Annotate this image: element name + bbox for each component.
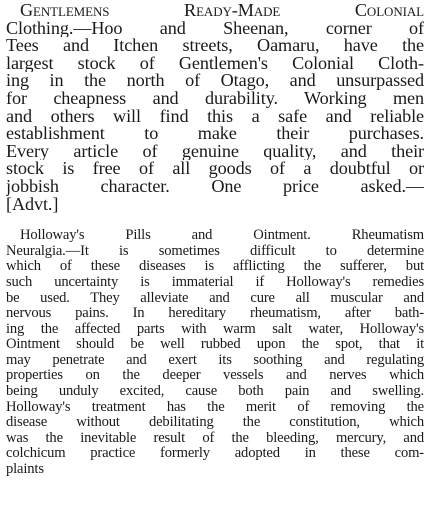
article-text-line: Neuralgia.—It is sometimes difficult to determine [6, 243, 424, 259]
article-text-line: jobbish character. One price asked.— [6, 177, 424, 196]
article-text-line: and others will find this a safe and reliable [6, 107, 424, 126]
article-heading-line: Gentlemens Ready-Made Colonial [20, 2, 424, 20]
article-text-line: Every article of genuine quality, and their [6, 142, 424, 161]
article-text-line: disease without debilitating the constitution, which [6, 415, 424, 431]
article-text-line: colchicum practice formerly adopted in these com- [6, 446, 424, 462]
article-advt-marker: [Advt.] [6, 195, 59, 214]
article-text-line: nervous pains. In hereditary rheumatism, after bath- [6, 306, 424, 322]
article-holloways-pills [6, 228, 424, 478]
article-text-line: being unduly excited, cause both pain and swelling. [6, 384, 424, 400]
article-text-line: may penetrate and exert its soothing and regulating [6, 352, 424, 368]
article-text-line: largest stock of Gentlemen's Colonial Cloth- [6, 54, 424, 73]
article-text-line: Holloway's treatment has the merit of removing the [6, 399, 424, 415]
article-text-line: for cheapness and durability. Working men [6, 89, 424, 108]
article-text-line: plaints [6, 462, 44, 478]
article-text-line: Clothing.—Hoo and Sheenan, corner of [6, 19, 424, 38]
article-heading-line: Holloway's Pills and Ointment. Rheumatism [20, 228, 424, 244]
article-text-line: Tees and Itchen streets, Oamaru, have the [6, 37, 424, 55]
article-text-line: Ointment should be well rubbed upon the spot, that it [6, 337, 424, 353]
article-text-line: such uncertainty is immaterial if Holloway's remedies [6, 274, 424, 290]
article-text-line: establishment to make their purchases. [6, 125, 424, 143]
article-text-line: properties on the deeper vessels and nerves which [6, 368, 424, 384]
article-text-line: which of these diseases is afflicting the sufferer, but [6, 259, 424, 275]
article-text-line: be used. They alleviate and cure all muscular and [6, 290, 424, 306]
article-text-line: ing in the north of Otago, and unsurpassed [6, 72, 424, 90]
article-text-line: was the inevitable result of the bleeding, mercury, and [6, 430, 424, 446]
article-text-line: ing the affected parts with warm salt water, Holloway's [6, 321, 424, 337]
article-text-line: stock is free of all goods of a doubtful or [6, 160, 424, 178]
newspaper-column [6, 2, 424, 478]
article-colonial-clothing [6, 2, 424, 213]
